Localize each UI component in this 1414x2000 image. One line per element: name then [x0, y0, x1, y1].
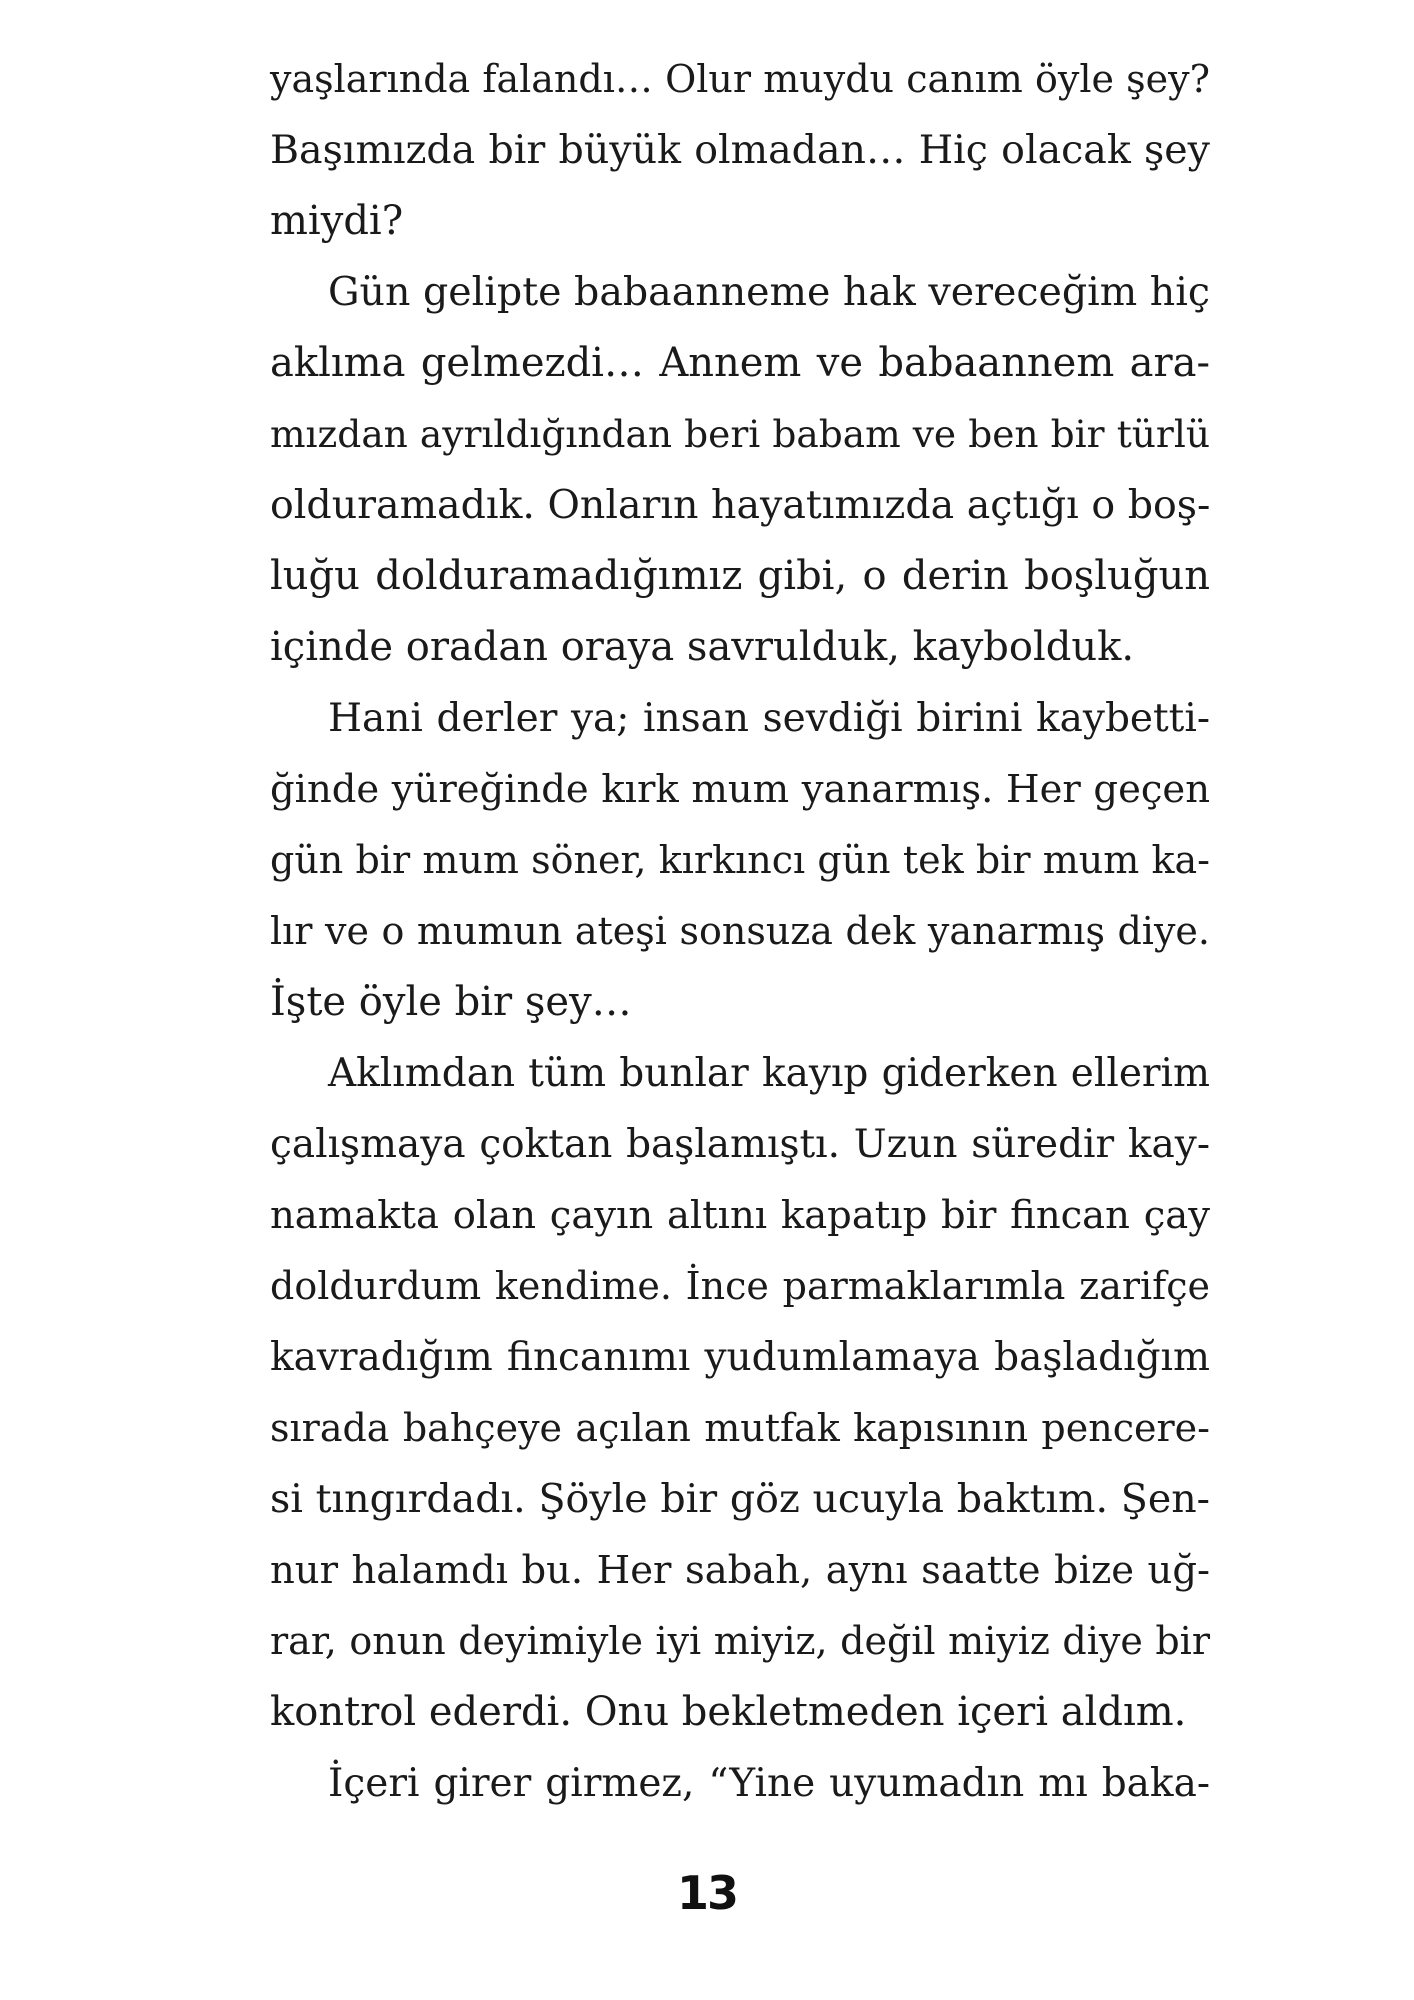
text-line: mızdan ayrıldığından beri babam ve ben bir türlü — [270, 412, 1210, 456]
text-line: içinde oradan oraya savrulduk, kaybolduk. — [270, 624, 1135, 670]
text-line: doldurdum kendime. İnce parmaklarımla zarifçe — [270, 1264, 1210, 1308]
page-number: 13 — [676, 1866, 737, 1920]
text-line: miydi? — [270, 198, 404, 244]
text-line: yaşlarında falandı… Olur muydu canım öyle şey? — [270, 57, 1210, 101]
book-page-body — [270, 44, 1210, 1819]
text-line: Aklımdan tüm bunlar kayıp giderken ellerim — [328, 1051, 1210, 1096]
text-line: lır ve o mumun ateşi sonsuza dek yanarmış diye. — [270, 909, 1210, 953]
text-line: sırada bahçeye açılan mutfak kapısının pencere- — [270, 1406, 1210, 1450]
text-line: kavradığım fincanımı yudumlamaya başladığım — [270, 1335, 1210, 1380]
text-line: olduramadık. Onların hayatımızda açtığı o boş- — [270, 482, 1211, 528]
text-line: si tıngırdadı. Şöyle bir göz ucuyla baktım. Şen- — [270, 1476, 1210, 1522]
text-line: gün bir mum söner, kırkıncı gün tek bir mum ka- — [270, 838, 1210, 882]
text-line: luğu dolduramadığımız gibi, o derin boşluğun — [270, 553, 1210, 599]
text-line: nur halamdı bu. Her sabah, aynı saatte bize uğ- — [270, 1548, 1210, 1593]
text-line: İçeri girer girmez, “Yine uyumadın mı baka- — [328, 1761, 1210, 1806]
text-line: Başımızda bir büyük olmadan… Hiç olacak şey — [270, 127, 1210, 173]
text-line: rar, onun deyimiyle iyi miyiz, değil miyiz diye bir — [270, 1619, 1210, 1663]
text-line: namakta olan çayın altını kapatıp bir fincan çay — [270, 1193, 1210, 1238]
text-line: kontrol ederdi. Onu bekletmeden içeri aldım. — [270, 1689, 1187, 1735]
text-line: İşte öyle bir şey… — [270, 979, 632, 1025]
text-line: çalışmaya çoktan başlamıştı. Uzun süredir kay- — [270, 1122, 1210, 1167]
text-line: ğinde yüreğinde kırk mum yanarmış. Her geçen — [270, 767, 1210, 812]
text-line: Gün gelipte babaanneme hak vereceğim hiç — [328, 269, 1210, 315]
text-line: Hani derler ya; insan sevdiği birini kaybetti- — [328, 696, 1210, 741]
text-line: aklıma gelmezdi… Annem ve babaannem ara- — [270, 340, 1210, 386]
